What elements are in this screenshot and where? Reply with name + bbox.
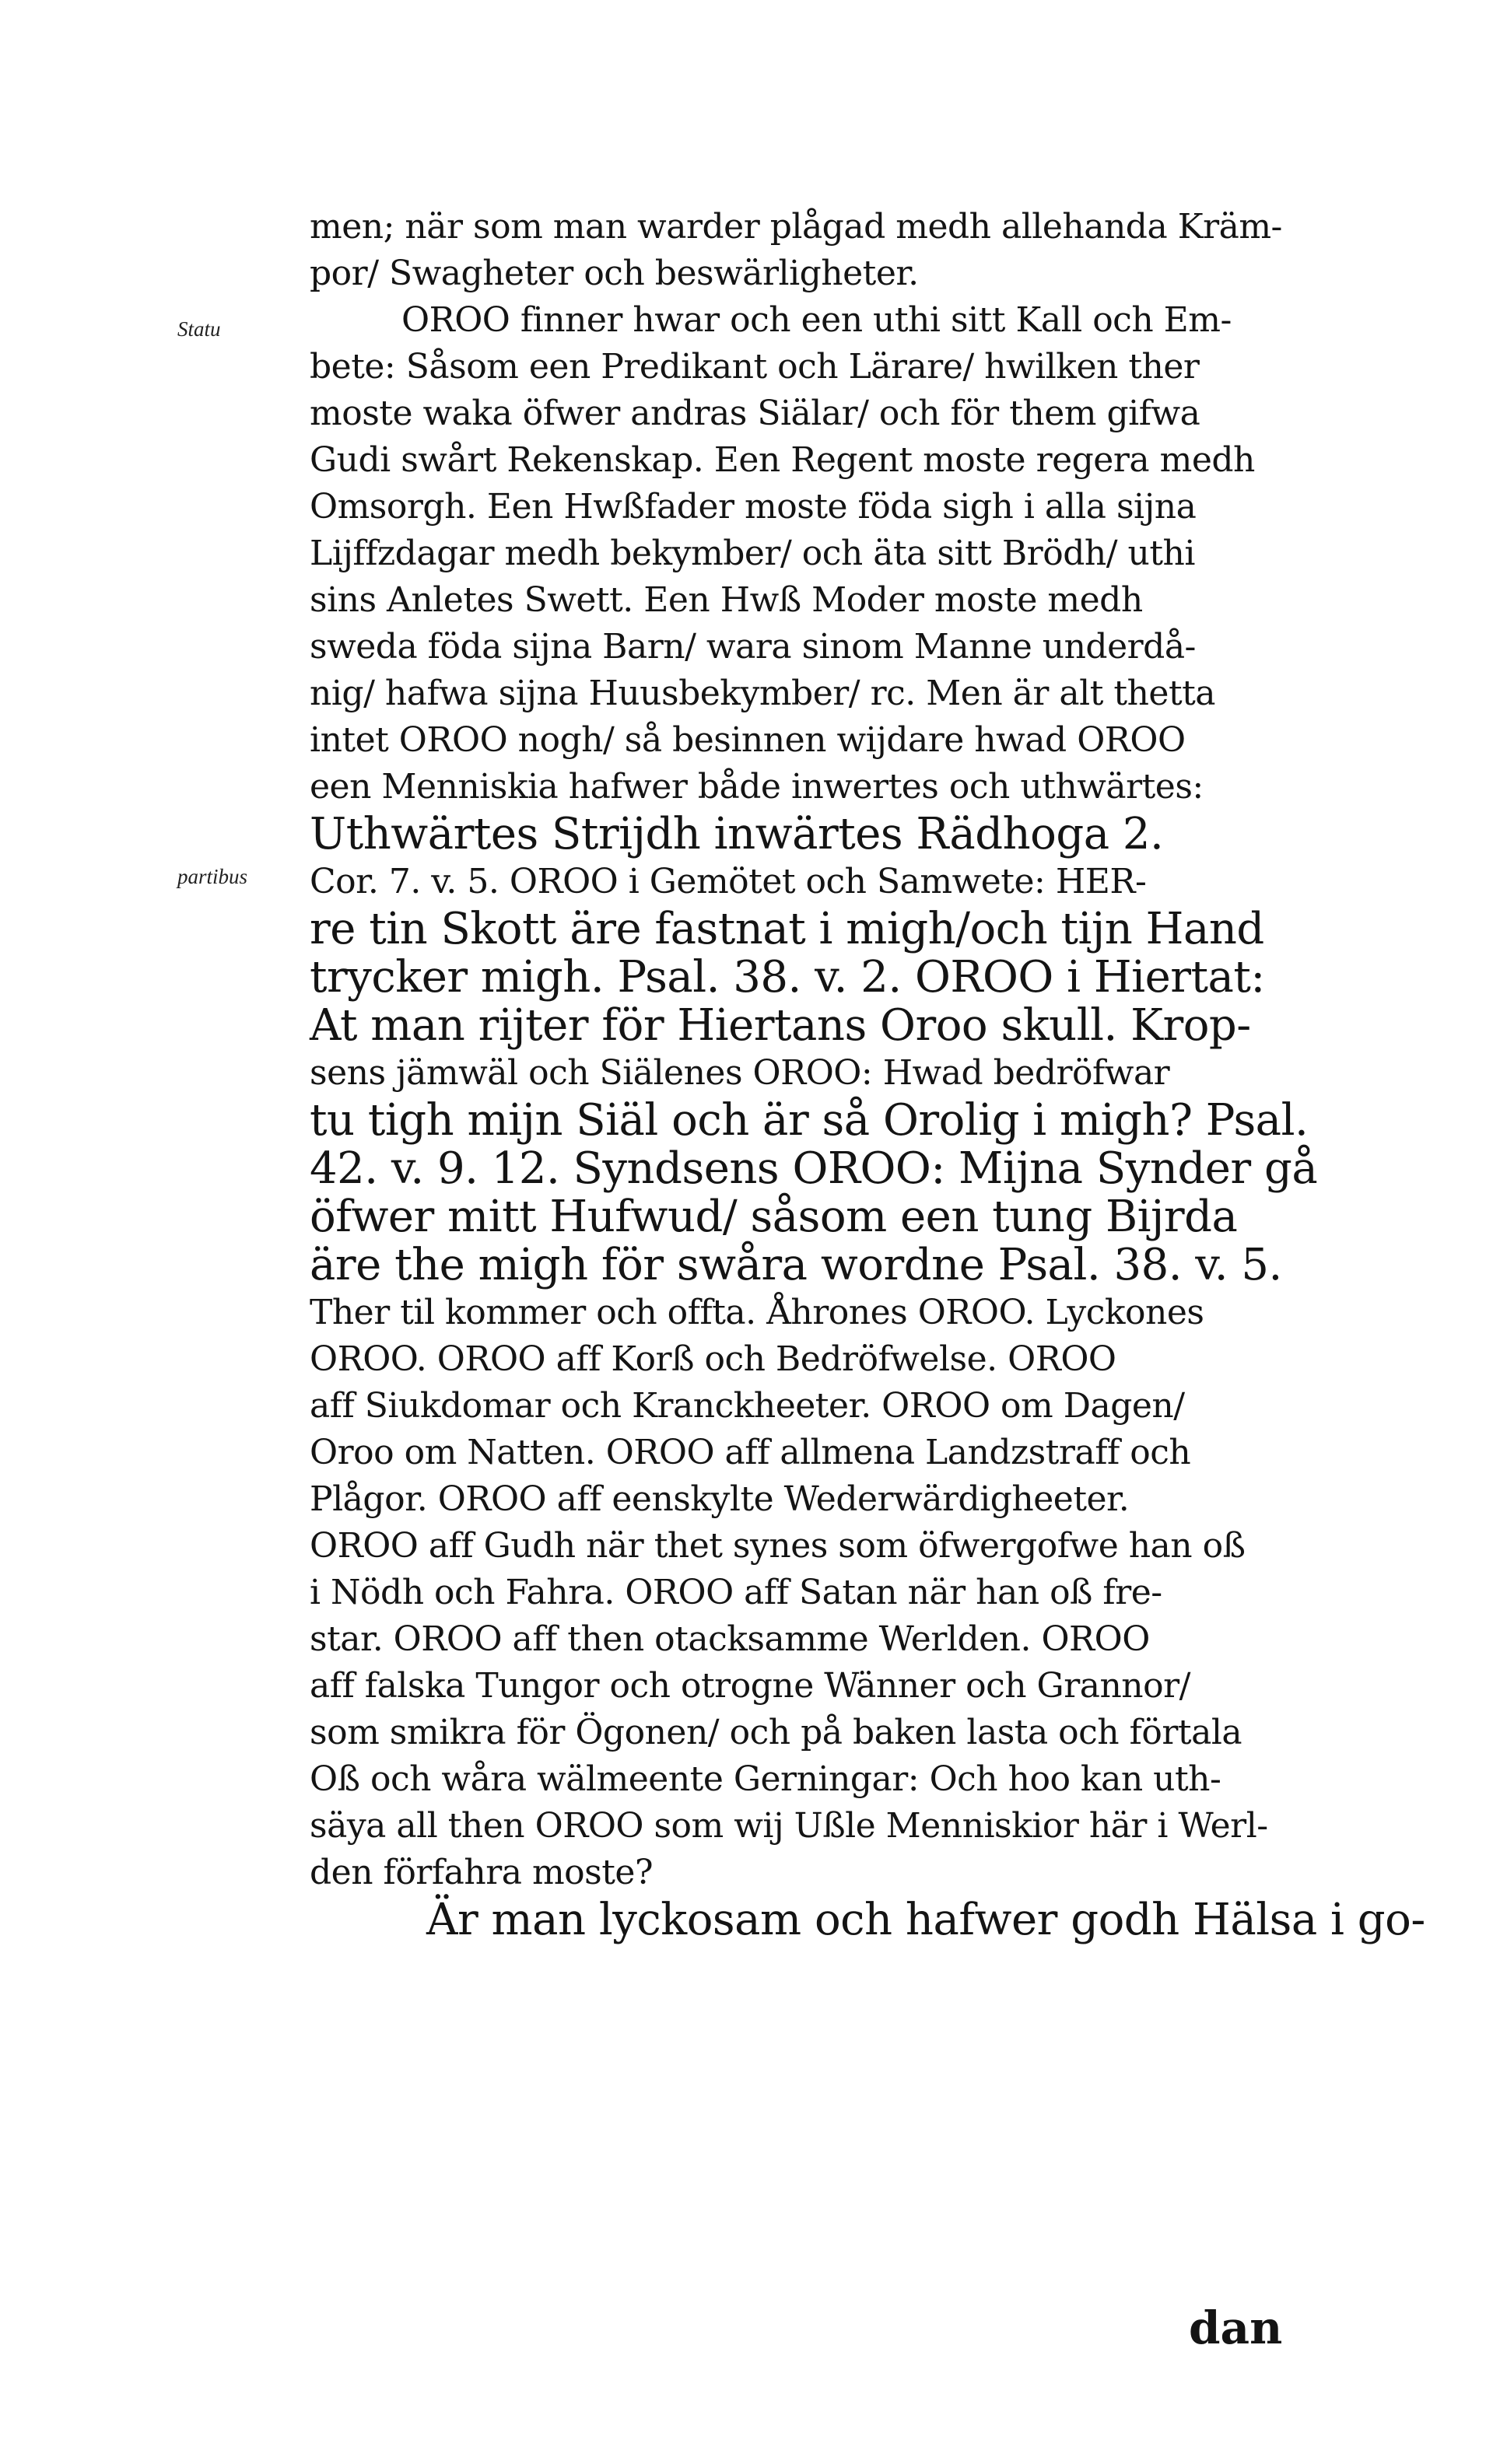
text-line: star. OROO aff then otacksamme Werlden. OROO	[310, 1619, 1150, 1659]
text-line: Oß och wåra wälmeente Gerningar: Och hoo kan uth-	[310, 1759, 1221, 1799]
text-line: Cor. 7. v. 5. OROO i Gemötet och Samwete: HER-	[310, 862, 1147, 901]
text-line: Är man lyckosam och hafwer godh Hälsa i go-	[426, 1895, 1425, 1945]
text-line: Uthwärtes Strijdh inwärtes Rädhoga 2.	[310, 809, 1164, 859]
text-line: re tin Skott äre fastnat i migh/och tijn Hand	[310, 904, 1264, 954]
text-line: öfwer mitt Hufwud/ såsom een tung Bijrda	[310, 1192, 1238, 1242]
text-line: i Nödh och Fahra. OROO aff Satan när han oß fre-	[310, 1573, 1162, 1612]
margin-note-statu: Statu	[177, 317, 221, 341]
text-line: Gudi swårt Rekenskap. Een Regent moste regera medh	[310, 440, 1255, 480]
text-line: aff falska Tungor och otrogne Wänner och Grannor/	[310, 1666, 1190, 1706]
margin-note-partibus: partibus	[177, 865, 248, 888]
text-line: sins Anletes Swett. Een Hwß Moder moste medh	[310, 580, 1143, 620]
body-text	[310, 204, 1425, 1945]
text-line: bete: Såsom een Predikant och Lärare/ hwilken ther	[310, 347, 1200, 387]
text-line: Omsorgh. Een Hwßfader moste föda sigh i alla sijna	[310, 487, 1197, 527]
text-line: sens jämwäl och Siälenes OROO: Hwad bedröfwar	[310, 1053, 1170, 1093]
text-line: At man rijter för Hiertans Oroo skull. Krop-	[310, 1000, 1251, 1051]
text-line: OROO finner hwar och een uthi sitt Kall och Em-	[401, 300, 1232, 340]
text-line: OROO aff Gudh när thet synes som öfwergofwe han oß	[310, 1526, 1246, 1566]
text-line: nig/ hafwa sijna Huusbekymber/ rc. Men är alt thetta	[310, 674, 1216, 713]
text-line: intet OROO nogh/ så besinnen wijdare hwad OROO	[310, 720, 1186, 760]
text-line: Ther til kommer och offta. Åhrones OROO. Lyckones	[310, 1293, 1204, 1332]
text-line: Lijffzdagar medh bekymber/ och äta sitt Brödh/ uthi	[310, 534, 1195, 573]
text-line: 42. v. 9. 12. Syndsens OROO: Mijna Synder gå	[310, 1143, 1318, 1194]
text-line: Plågor. OROO aff eenskylte Wederwärdigheeter.	[310, 1479, 1130, 1519]
text-line: moste waka öfwer andras Siälar/ och för them gifwa	[310, 394, 1200, 433]
text-line: tu tigh mijn Siäl och är så Orolig i migh? Psal.	[310, 1095, 1309, 1146]
text-line: som smikra för Ögonen/ och på baken lasta och förtala	[310, 1713, 1242, 1752]
text-line: sweda föda sijna Barn/ wara sinom Manne underdå-	[310, 627, 1196, 667]
text-line: OROO. OROO aff Korß och Bedröfwelse. OROO	[310, 1339, 1116, 1379]
text-line: aff Siukdomar och Kranckheeter. OROO om Dagen/	[310, 1386, 1185, 1426]
text-line: den förfahra moste?	[310, 1853, 654, 1892]
text-line: äre the migh för swåra wordne Psal. 38. v. 5.	[310, 1240, 1282, 1290]
text-line: säya all then OROO som wij Ußle Menniskior här i Werl-	[310, 1806, 1268, 1846]
text-line: een Menniskia hafwer både inwertes och uthwärtes:	[310, 767, 1204, 807]
text-line: por/ Swagheter och beswärligheter.	[310, 254, 919, 293]
text-line: Oroo om Natten. OROO aff allmena Landzstraff och	[310, 1433, 1191, 1472]
catchword: dan	[1189, 2301, 1283, 2354]
text-line: men; när som man warder plågad medh allehanda Kräm-	[310, 207, 1282, 247]
text-line: trycker migh. Psal. 38. v. 2. OROO i Hiertat:	[310, 952, 1265, 1003]
